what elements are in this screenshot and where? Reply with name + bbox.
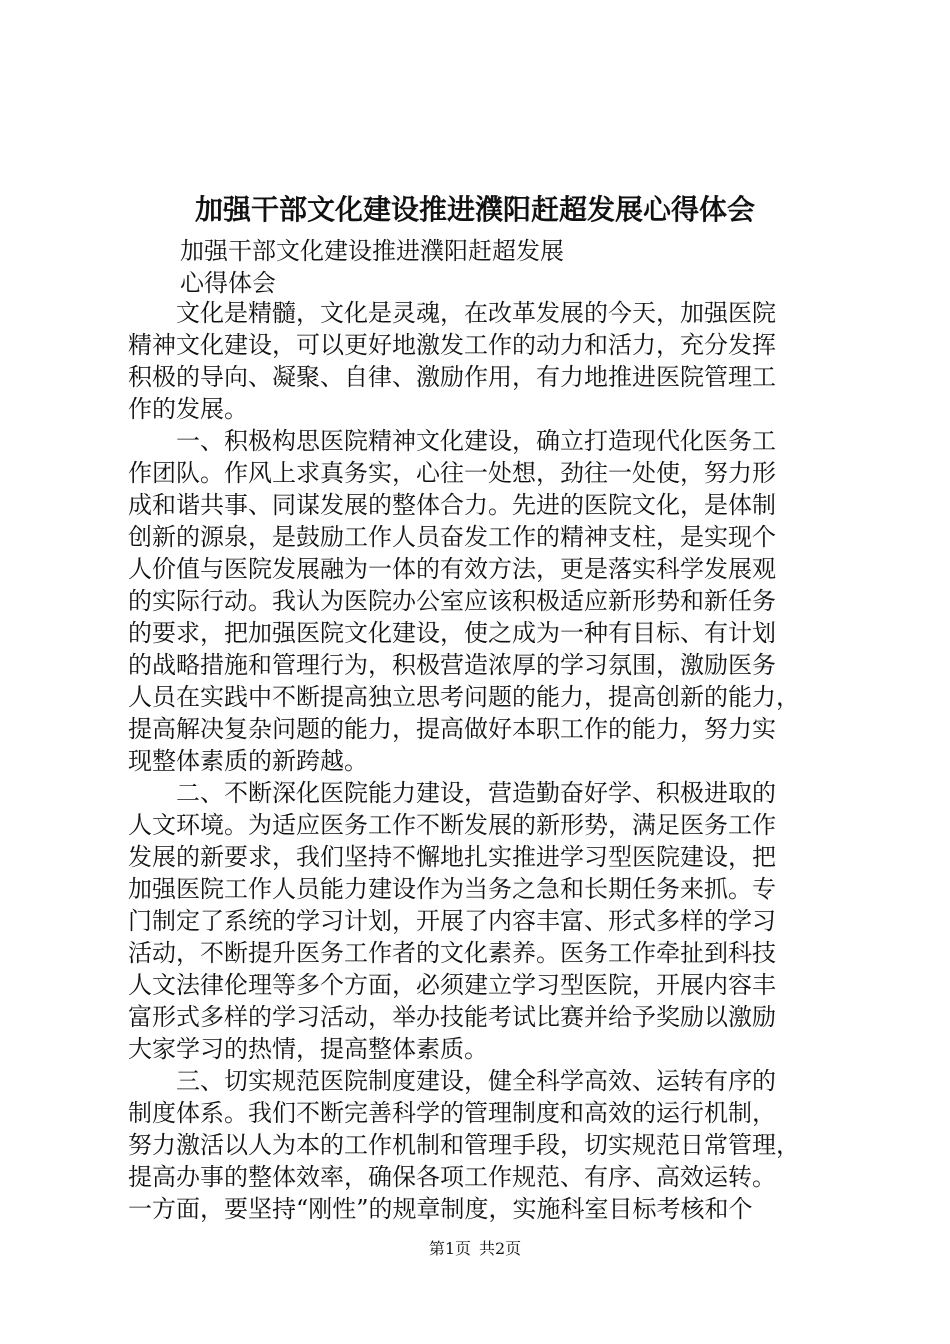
body-line: 人价值与医院发展融为一体的有效方法，更是落实科学发展观 <box>128 555 776 583</box>
body-line: 二、不断深化医院能力建设，营造勤奋好学、积极进取的 <box>128 779 776 807</box>
body-line: 三、切实规范医院制度建设，健全科学高效、运转有序的 <box>128 1067 776 1095</box>
body-line: 提高解决复杂问题的能力，提高做好本职工作的能力，努力实 <box>128 715 776 743</box>
body-line: 积极的导向、凝聚、自律、激励作用，有力地推进医院管理工 <box>128 363 776 391</box>
document-body <box>128 297 828 1225</box>
subtitle-line-1: 加强干部文化建设推进濮阳赶超发展 <box>180 237 564 265</box>
body-line: 人文法律伦理等多个方面，必须建立学习型医院，开展内容丰 <box>128 971 776 999</box>
body-line: 创新的源泉，是鼓励工作人员奋发工作的精神支柱，是实现个 <box>128 523 776 551</box>
body-line: 作团队。作风上求真务实，心往一处想，劲往一处使，努力形 <box>128 459 776 487</box>
body-line: 一方面，要坚持“刚性”的规章制度，实施科室目标考核和个 <box>128 1195 753 1223</box>
body-line: 精神文化建设，可以更好地激发工作的动力和活力，充分发挥 <box>128 331 776 359</box>
page-total: 共2页 <box>479 1239 522 1258</box>
body-line: 活动，不断提升医务工作者的文化素养。医务工作牵扯到科技 <box>128 939 776 967</box>
body-line: 门制定了系统的学习计划，开展了内容丰富、形式多样的学习 <box>128 907 776 935</box>
body-line: 现整体素质的新跨越。 <box>128 747 368 775</box>
body-line: 制度体系。我们不断完善科学的管理制度和高效的运行机制， <box>128 1099 776 1127</box>
document-title: 加强干部文化建设推进濮阳赶超发展心得体会 <box>194 193 755 226</box>
body-line: 的要求，把加强医院文化建设，使之成为一种有目标、有计划 <box>128 619 776 647</box>
body-line: 人员在实践中不断提高独立思考问题的能力，提高创新的能力， <box>128 683 800 711</box>
body-line: 人文环境。为适应医务工作不断发展的新形势，满足医务工作 <box>128 811 776 839</box>
body-line: 大家学习的热情，提高整体素质。 <box>128 1035 488 1063</box>
subtitle-line-2: 心得体会 <box>180 269 276 297</box>
body-line: 的战略措施和管理行为，积极营造浓厚的学习氛围，激励医务 <box>128 651 776 679</box>
body-line: 努力激活以人为本的工作机制和管理手段，切实规范日常管理， <box>128 1131 800 1159</box>
body-line: 文化是精髓，文化是灵魂，在改革发展的今天，加强医院 <box>128 299 776 327</box>
body-line: 提高办事的整体效率，确保各项工作规范、有序、高效运转。 <box>128 1163 776 1191</box>
body-line: 加强医院工作人员能力建设作为当务之急和长期任务来抓。专 <box>128 875 776 903</box>
body-line: 作的发展。 <box>128 395 248 423</box>
body-line: 的实际行动。我认为医院办公室应该积极适应新形势和新任务 <box>128 587 776 615</box>
page-number: 第1页 <box>428 1239 471 1258</box>
page-footer <box>0 1238 950 1260</box>
body-line: 一、积极构思医院精神文化建设，确立打造现代化医务工 <box>128 427 776 455</box>
body-line: 富形式多样的学习活动，举办技能考试比赛并给予奖励以激励 <box>128 1003 776 1031</box>
body-line: 发展的新要求，我们坚持不懈地扎实推进学习型医院建设，把 <box>128 843 776 871</box>
body-line: 成和谐共事、同谋发展的整体合力。先进的医院文化，是体制 <box>128 491 776 519</box>
